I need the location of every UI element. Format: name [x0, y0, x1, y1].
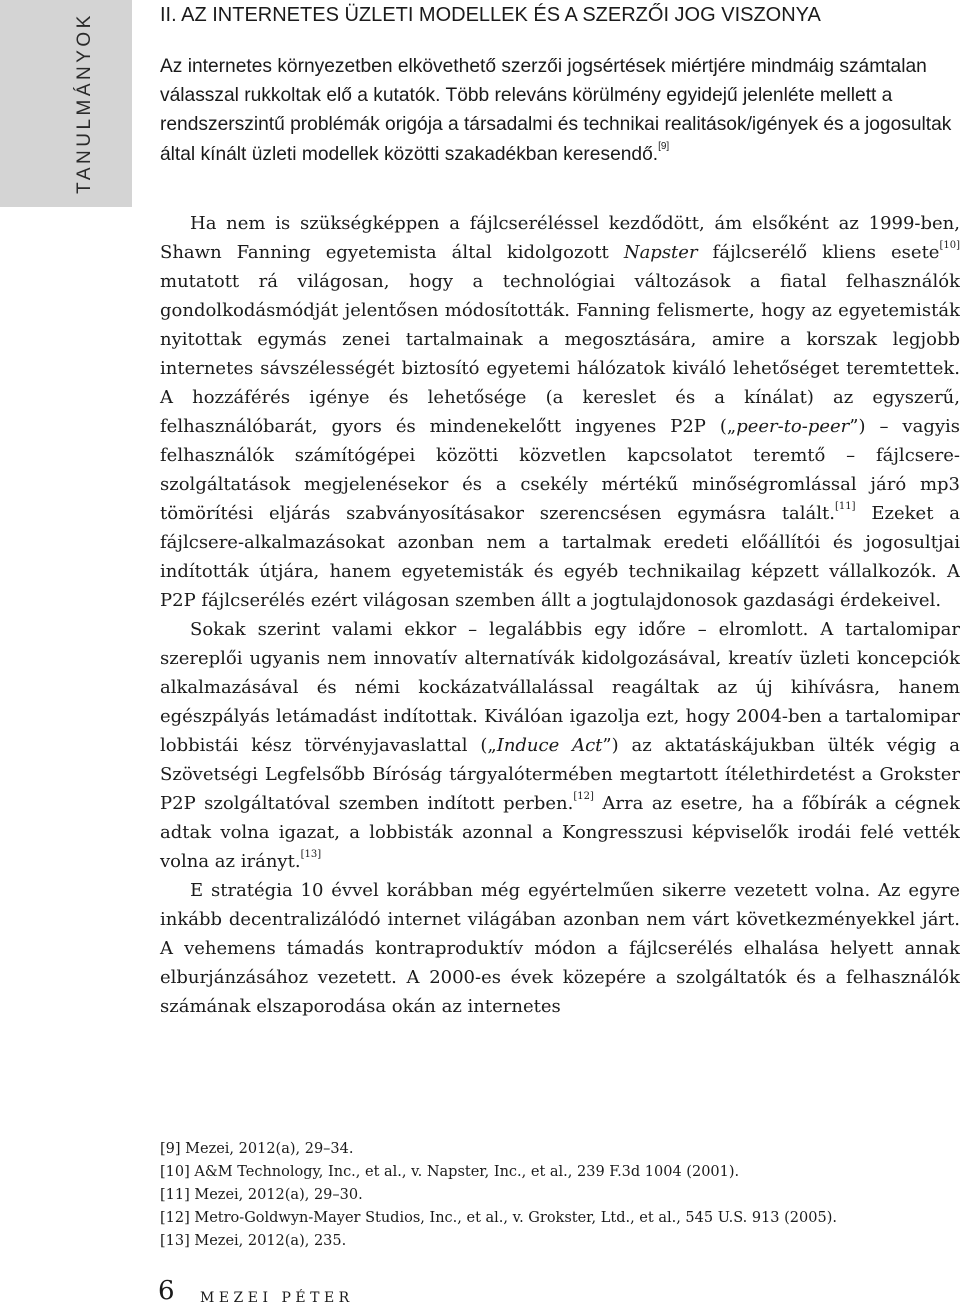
footnote-ref-13: [13] [300, 849, 322, 860]
term-induce-act: Induce Act [496, 735, 603, 756]
text-run: Arra az esetre, ha a főbírák a cégnek adtak volna igazat, a lobbisták azonnal a Kongresszusi képviselők irodái felé vették volna az irányt. [160, 793, 960, 872]
text-run: mutatott rá világosan, hogy a technológiai változások a fiatal felhasználók gondolkodásmódját jelentősen módosították. Fanning felismerte, hogy az egyetemisták nyitottak egymás zenei tartalmainak a megosztására, amire a korszak legjobb internetes sávszélességét biztosító egyetemi hálózatok kiváló lehetőséget teremtettek. A hozzáférés igénye és lehetősége (a kereslet és a kínálat) az egyszerű, felhasználóbarát, gyors és mindenekelőtt ingyenes P2P („ [160, 271, 960, 437]
text-run: fájlcserélő kliens esete [697, 242, 940, 263]
text-run: E stratégia 10 évvel korábban még egyértelműen sikerre vezetett volna. Az egyre inkább decentralizálódó internet világában azonban nem várt következményekkel járt. A vehemens támadás kontraproduktív módon a fájlcserélés elhalása helyett annak elburjánzásához vezetett. A 2000-es évek közepére a szolgáltatók és a felhasználók számának elszaporodása okán az internetes [160, 880, 960, 1017]
term-napster: Napster [623, 242, 698, 263]
footnote-ref-11: [11] [835, 501, 856, 512]
section-heading: II. AZ INTERNETES ÜZLETI MODELLEK ÉS A SZERZŐI JOG VISZONYA [160, 4, 821, 26]
paragraph-strategy [160, 876, 960, 1021]
footnote-13: [13] Mezei, 2012(a), 235. [160, 1233, 347, 1249]
section-tab [0, 0, 132, 207]
term-peer-to-peer: peer-to-peer [736, 416, 850, 437]
footnote-ref-12: [12] [573, 791, 594, 802]
intro-text: Az internetes környezetben elkövethető szerzői jogsértések miértjére mindmáig számtalan válasszal rukkoltak elő a kutatók. Több releváns körülmény egyidejű jelenléte mellett a rendszerszintű problémák origója a társadalmi és technikai realitások/igények és a jogosultak által kínált üzleti modellek közötti szakadékban keresendő. [160, 56, 952, 165]
text-run: ”) az aktatáskájukban ülték végig a Szövetségi Legfelsőbb Bíróság tárgyalótermében megtartott ítélethirdetést a Grokster P2P szolgáltatóval szemben indított perben. [160, 735, 960, 814]
intro-paragraph [160, 52, 960, 169]
footnote-9: [9] Mezei, 2012(a), 29–34. [160, 1141, 354, 1157]
text-run: Ha nem is szükségképpen a fájlcseréléssel kezdődött, ám elsőként az 1999-ben, Shawn Fanning egyetemista által kidolgozott [160, 213, 960, 263]
paragraph-grokster [160, 615, 960, 876]
page-number: 6 [158, 1276, 175, 1306]
footnote-12: [12] Metro-Goldwyn-Mayer Studios, Inc., et al., v. Grokster, Ltd., et al., 545 U.S. 913 (2005). [160, 1210, 837, 1226]
footnote-10: [10] A&M Technology, Inc., et al., v. Napster, Inc., et al., 239 F.3d 1004 (2001). [160, 1164, 740, 1180]
paragraph-napster [160, 209, 960, 615]
running-author: MEZEI PÉTER [200, 1290, 354, 1306]
section-tab-label: TANULMÁNYOK [74, 12, 95, 194]
text-run: Ezeket a fájlcsere-alkalmazásokat azonban nem a tartalmak eredeti előállítói és jogosultjai indították útjára, hanem egyetemisták és egyéb technikailag képzett vállalkozók. A P2P fájlcserélés ezért világosan szemben állt a jogtulajdonosok gazdasági érdekeivel. [160, 503, 960, 611]
footnote-11: [11] Mezei, 2012(a), 29–30. [160, 1187, 363, 1203]
text-run: ”) – vagyis felhasználók számítógépei közötti közvetlen kapcsolatot teremtő – fájlcsere-szolgáltatások megjelenésekor és a csekély mértékű minőségromlással járó mp3 tömörítési eljárás szabványosításakor szerencsésen egymásra talált. [160, 416, 960, 524]
text-run: Sokak szerint valami ekkor – legalábbis egy időre – elromlott. A tartalomipar szereplői ugyanis nem innovatív alternatívák kidolgozásával, kreatív üzleti koncepciók alkalmazásával és némi kockázatvállalással reagáltak az új kihívásra, hanem egészpályás letámadást indítottak. Kiválóan igazolja ezt, hogy 2004-ben a tartalomipar lobbistái kész törvényjavaslattal („ [160, 619, 960, 756]
footnote-ref-10: [10] [939, 240, 960, 251]
footnotes [160, 1138, 950, 1253]
body-text [160, 209, 960, 1021]
footnote-ref-9: [9] [658, 141, 670, 153]
